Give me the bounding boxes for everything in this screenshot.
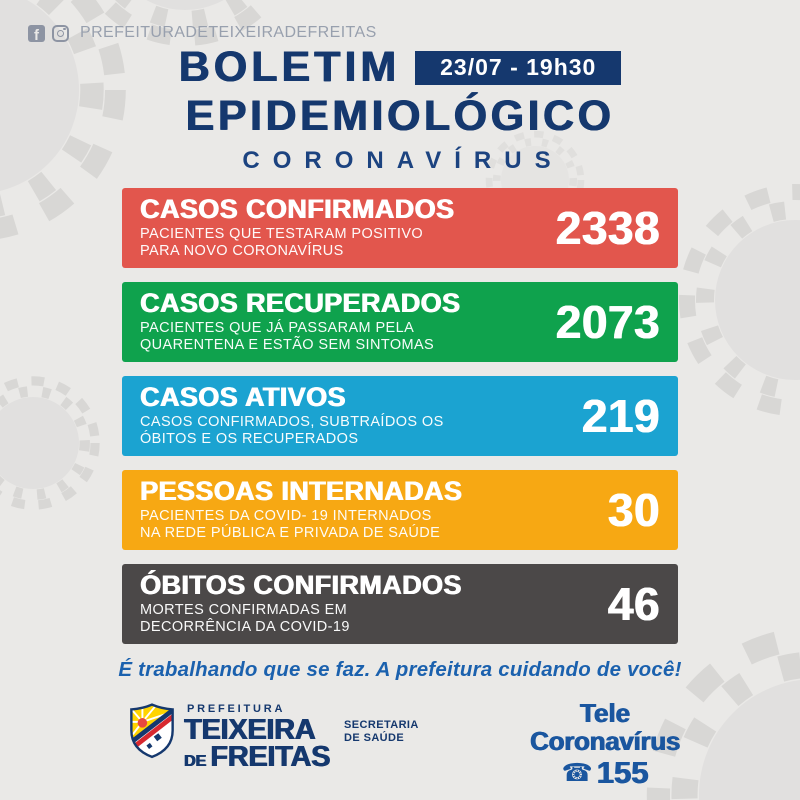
card-desc-line1: PACIENTES QUE TESTARAM POSITIVO <box>140 226 424 243</box>
card-title: CASOS RECUPERADOS <box>140 288 461 319</box>
instagram-dot <box>63 28 65 30</box>
datetime-badge: 23/07 - 19h30 <box>415 51 621 85</box>
card-title: CASOS ATIVOS <box>140 382 346 413</box>
card-value: 2338 <box>555 202 660 254</box>
instagram-icon <box>52 25 69 42</box>
tele-coronavirus-block <box>510 700 700 788</box>
tele-label-line1: Tele <box>579 698 631 728</box>
city-shield-icon <box>128 702 176 760</box>
card-desc-line2: PARA NOVO CORONAVÍRUS <box>140 243 344 259</box>
card-title: PESSOAS INTERNADAS <box>140 476 463 507</box>
logo-city-name-line2: FREITAS <box>210 740 331 773</box>
card-casos-confirmados <box>122 188 678 268</box>
title-line1: BOLETIM <box>178 43 401 91</box>
card-value: 2073 <box>555 296 660 348</box>
card-desc-line2: DECORRÊNCIA DA COVID-19 <box>140 619 350 635</box>
card-desc-line2: ÓBITOS E OS RECUPERADOS <box>140 431 359 447</box>
secretaria-de-saude-label: SECRETARIA DE SAÚDE <box>344 719 419 744</box>
tele-label-line2: Coronavírus <box>530 726 680 756</box>
social-handle: PREFEITURADETEIXEIRADEFREITAS <box>80 24 377 41</box>
card-pessoas-internadas <box>122 470 678 550</box>
card-desc-line1: MORTES CONFIRMADAS EM <box>140 602 348 619</box>
card-casos-ativos <box>122 376 678 456</box>
logo-city-name-line1: TEIXEIRA <box>184 714 316 746</box>
slogan: É trabalhando que se faz. A prefeitura cuidando de você! <box>118 658 682 681</box>
logo-de-label: DE <box>184 752 207 770</box>
card-desc-line1: PACIENTES QUE JÁ PASSARAM PELA <box>140 320 415 337</box>
card-value: 46 <box>607 578 660 630</box>
instagram-lens <box>57 30 64 37</box>
card-desc-line1: PACIENTES DA COVID- 19 INTERNADOS <box>140 508 432 525</box>
facebook-icon: f <box>28 25 45 42</box>
card-title: CASOS CONFIRMADOS <box>140 194 455 225</box>
card-obitos-confirmados <box>122 564 678 644</box>
card-desc-line2: NA REDE PÚBLICA E PRIVADA DE SAÚDE <box>140 525 441 541</box>
card-value: 219 <box>581 390 660 442</box>
card-value: 30 <box>607 484 660 536</box>
tele-phone-number: 155 <box>596 755 649 790</box>
subtitle-coronavirus: CORONAVÍRUS <box>242 147 564 174</box>
social-bar <box>28 24 377 42</box>
card-casos-recuperados <box>122 282 678 362</box>
card-desc-line2: QUARENTENA E ESTÃO SEM SINTOMAS <box>140 337 435 353</box>
logo-prefeitura-label: PREFEITURA <box>187 703 286 715</box>
title-line2: EPIDEMIOLÓGICO <box>185 92 615 140</box>
card-desc-line1: CASOS CONFIRMADOS, SUBTRAÍDOS OS <box>140 414 444 431</box>
header <box>0 43 800 175</box>
telephone-icon: ☎ <box>561 758 593 787</box>
prefeitura-logo <box>128 700 419 771</box>
card-title: ÓBITOS CONFIRMADOS <box>140 570 462 601</box>
stat-cards <box>122 188 678 658</box>
